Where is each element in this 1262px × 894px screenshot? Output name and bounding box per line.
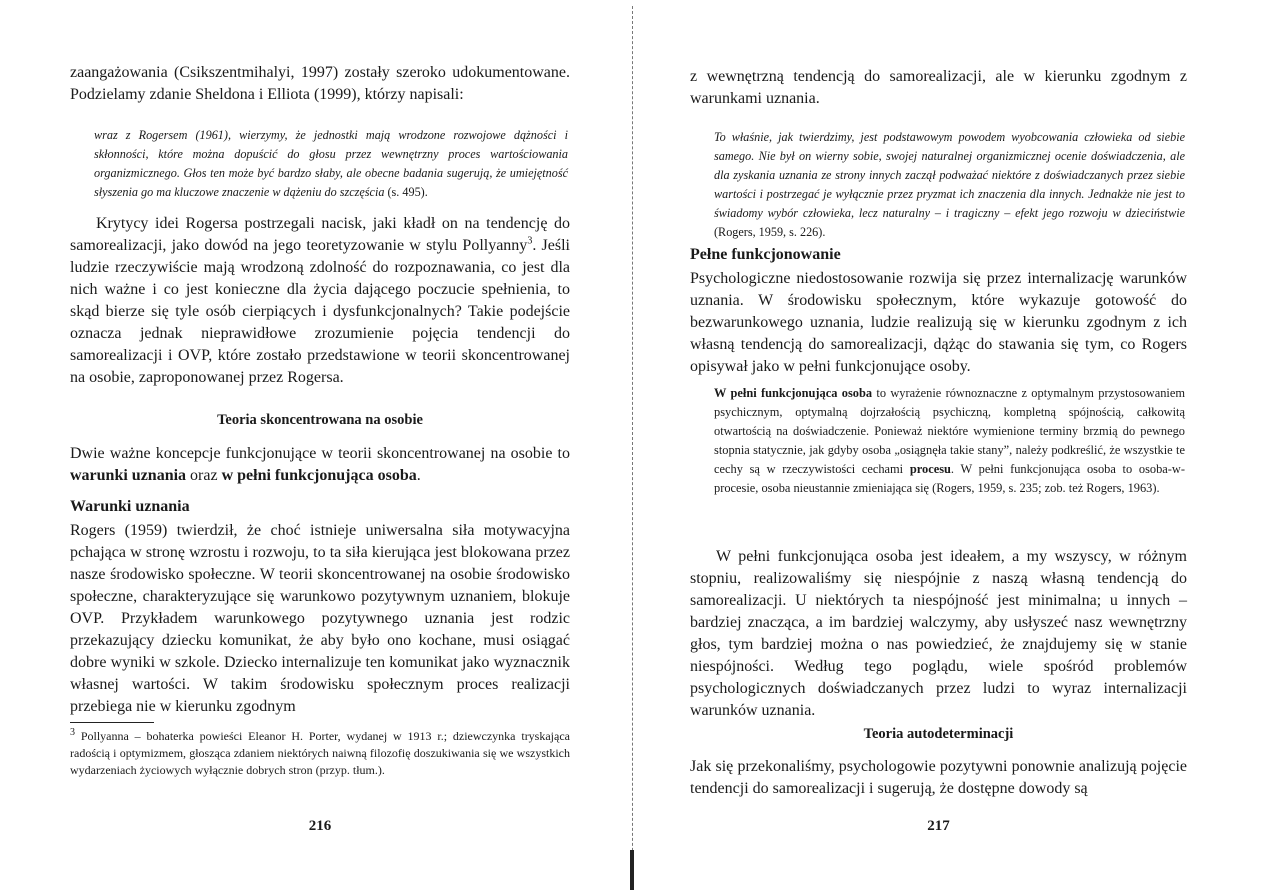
footnote-text: Pollyanna – bohaterka powieści Eleanor H. Porter, wydanej w 1913 r.; dziewczynka tryskająca radością i optymizmem, głosząca zdaniem niektórych naiwną filozofię doszukiwania się we wszystkich wydarzeniach życiowych wyłącznie dobrych stron (przyp. tłum.). <box>70 729 570 777</box>
definition-text-b: . W pełni funkcjonująca osoba to osoba-w-procesie, osoba nieustannie zmieniająca się (Rogers, 1959, s. 235; zob. też Rogers, 1963). <box>714 462 1185 495</box>
intro-paragraph: zaangażowania (Csikszentmihalyi, 1997) zostały szeroko udokumentowane. Podzielamy zdanie Sheldona i Elliota (1999), którzy napisali: <box>70 64 570 103</box>
quote-text: To właśnie, jak twierdzimy, jest podstawowym powodem wyobcowania człowieka od siebie samego. Nie był on wierny sobie, swojej naturalnej organizmicznej ocenie doświadczenia, ale dla zyskania uznania ze strony innych zaczął podważać niektóre z doświadczanych przez siebie wartości i postrzegać je wyłącznie przez pryzmat ich znaczenia dla innych. Jednakże nie jest to świadomy wybór człowieka, lecz naturalny – i tragiczny – efekt jego rozwoju w dzieciństwie <box>714 130 1185 220</box>
page-number-right: 217 <box>927 818 950 834</box>
section-heading-self-determination: Teoria autodeterminacji <box>863 726 1014 742</box>
definition-text-a: to wyrażenie równoznaczne z optymalnym przystosowaniem psychicznym, optymalną dojrzałością psychiczną, kompletną spójnością, całkowitą otwartością na doświadczenie. Ponieważ niektóre wymienione terminy brzmią do pewnego stopnia statycznie, jak gdyby osoba „osiągnęła takie stany”, należy podkreślić, że wszystkie te cechy są w rzeczywistości cechami <box>714 386 1185 476</box>
page-number-left: 216 <box>308 818 332 834</box>
footnote-mark: 3 <box>70 727 75 738</box>
footnote-rule <box>70 722 154 723</box>
conditions-paragraph: Rogers (1959) twierdził, że choć istnieje uniwersalna siła motywacyjna pchająca w stronę wzrostu i rozwoju, to ta siła kierująca jest blokowana przez nasze środowisko społeczne. W teorii skoncentrowanej na osobie środowisko społeczne, charakteryzujące się warunkowo pozytywnym uznaniem, blokuje OVP. Przykładem warunkowego pozytywnego uznania jest rodzic przekazujący dziecku komunikat, że aby było ono kochane, musi osiągać dobre wyniki w szkole. Dziecko internalizuje ten komunikat jako wyznacznik własnej wartości. W takim środowisku społecznym proces realizacji przebiega nie w kierunku zgodnym <box>70 522 570 715</box>
rogers-quote <box>94 126 568 202</box>
definition-process: procesu <box>909 462 951 476</box>
definition-quote <box>714 384 1185 498</box>
section-heading-person-centered: Teoria skoncentrowana na osobie <box>217 412 423 428</box>
subheading-full-functioning: Pełne funkcjonowanie <box>690 246 841 263</box>
footnote <box>70 728 570 779</box>
full-functioning-paragraph: Psychologiczne niedostosowanie rozwija się przez internalizację warunków uznania. W środowisku społecznym, które wykazuje gotowość do bezwarunkowego uznania, ludzie realizują się w kierunku zgodnym z ich własną tendencją do samorealizacji, dążąc do stawania się tym, co Rogers opisywał jako w pełni funkcjonujące osoby. <box>690 270 1187 375</box>
subheading-conditions: Warunki uznania <box>70 498 190 515</box>
gutter-shadow <box>630 850 634 890</box>
ideal-paragraph: W pełni funkcjonująca osoba jest ideałem, a my wszyscy, w różnym stopniu, realizowaliśmy się niespójnie z naszą własną tendencją do samorealizacji. U niektórych ta niespójność jest minimalna; u innych – bardziej znacząca, a im bardziej walczymy, aby usłyszeć nasz wewnętrzny głos, tym bardziej można o nas powiedzieć, że znajdujemy się w stanie niespójności. Według tego poglądu, wiele spośród problemów psychologicznych doświadczanych przez ludzi to wyraz internalizacji warunków uznania. <box>690 548 1187 719</box>
term-fully-functioning-person: w pełni funkcjonująca osoba <box>221 467 417 484</box>
book-gutter <box>632 6 633 886</box>
alienation-quote <box>714 128 1185 242</box>
right-page <box>690 0 1187 894</box>
concepts-end: . <box>416 467 421 484</box>
concepts-paragraph <box>70 443 570 487</box>
quote-citation: (s. 495). <box>387 185 428 199</box>
continuation-paragraph: z wewnętrzną tendencją do samorealizacji, ale w kierunku zgodnym z warunkami uznania. <box>690 68 1187 107</box>
term-conditions-of-worth: warunki uznania <box>70 467 187 484</box>
left-page <box>70 0 570 894</box>
critics-text-b: . Jeśli ludzie rzeczywiście mają wrodzoną zdolność do rozpoznawania, co jest dla nich ważne i co jest konieczne dla życia dającego poczucie spełnienia, to skąd bierze się tyle osób cierpiących i dysfunkcjonalnych? Takie podejście oznacza jednak nieprawidłowe zrozumienie pojęcia tendencji do samorealizacji i OVP, które zostało przedstawione w teorii skoncentrowanej na osobie, zaproponowanej przez Rogersa. <box>70 237 570 386</box>
critics-text-a: Krytycy idei Rogersa postrzegali nacisk, jaki kładł on na tendencję do samorealizacji, jako dowód na jego teoretyzowanie w stylu Pollyanny <box>70 215 570 254</box>
critics-paragraph <box>70 213 570 389</box>
definition-term: W pełni funkcjonująca osoba <box>714 386 873 400</box>
footnote-reference: 3 <box>527 235 533 247</box>
closing-paragraph: Jak się przekonaliśmy, psychologowie pozytywni ponownie analizują pojęcie tendencji do samorealizacji i sugerują, że dostępne dowody są <box>690 758 1187 797</box>
quote-text: wraz z Rogersem (1961), wierzymy, że jednostki mają wrodzone rozwojowe dążności i skłonności, które można dopuścić do głosu przez wewnętrzny proces wartościowania organizmicznego. Głos ten może być bardzo słaby, ale obecne badania sugerują, że umiejętność słyszenia go ma kluczowe znaczenie w dążeniu do szczęścia <box>94 128 568 199</box>
quote-citation: (Rogers, 1959, s. 226). <box>714 225 826 239</box>
concepts-text: Dwie ważne koncepcje funkcjonujące w teorii skoncentrowanej na osobie to <box>70 445 570 462</box>
concepts-and: oraz <box>190 467 218 484</box>
